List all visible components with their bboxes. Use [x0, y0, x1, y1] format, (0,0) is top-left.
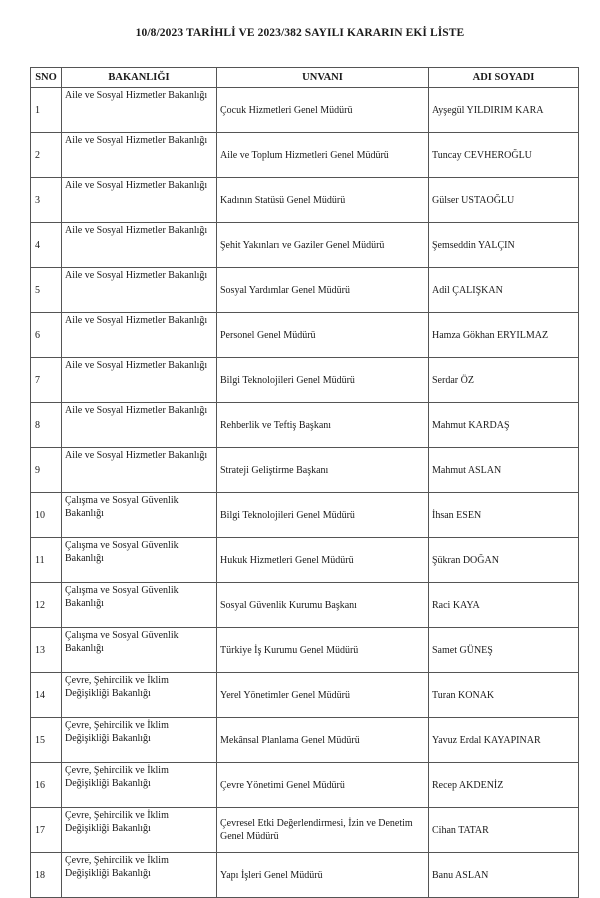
cell-bakanlik: Aile ve Sosyal Hizmetler Bakanlığı — [62, 448, 217, 493]
cell-adi-soyadi: Ayşegül YILDIRIM KARA — [429, 88, 579, 133]
cell-adi-soyadi: Raci KAYA — [429, 583, 579, 628]
cell-unvan: Rehberlik ve Teftiş Başkanı — [217, 403, 429, 448]
header-adi-soyadi: ADI SOYADI — [429, 68, 579, 88]
cell-unvan: Yerel Yönetimler Genel Müdürü — [217, 673, 429, 718]
cell-unvan: Strateji Geliştirme Başkanı — [217, 448, 429, 493]
table-row — [31, 763, 579, 808]
cell-bakanlik: Çalışma ve Sosyal Güvenlik Bakanlığı — [62, 583, 217, 628]
cell-unvan: Şehit Yakınları ve Gaziler Genel Müdürü — [217, 223, 429, 268]
cell-unvan: Aile ve Toplum Hizmetleri Genel Müdürü — [217, 133, 429, 178]
table-row — [31, 808, 579, 853]
cell-bakanlik: Çevre, Şehircilik ve İklim Değişikliği Bakanlığı — [62, 718, 217, 763]
cell-sno: 8 — [31, 403, 62, 448]
table-row — [31, 403, 579, 448]
cell-sno: 6 — [31, 313, 62, 358]
cell-sno: 4 — [31, 223, 62, 268]
cell-bakanlik: Çevre, Şehircilik ve İklim Değişikliği Bakanlığı — [62, 853, 217, 898]
cell-adi-soyadi: Şükran DOĞAN — [429, 538, 579, 583]
cell-bakanlik: Aile ve Sosyal Hizmetler Bakanlığı — [62, 178, 217, 223]
cell-unvan: Bilgi Teknolojileri Genel Müdürü — [217, 493, 429, 538]
cell-sno: 17 — [31, 808, 62, 853]
header-sno: SNO — [31, 68, 62, 88]
cell-adi-soyadi: Samet GÜNEŞ — [429, 628, 579, 673]
table-row — [31, 718, 579, 763]
cell-adi-soyadi: Cihan TATAR — [429, 808, 579, 853]
cell-adi-soyadi: Şemseddin YALÇIN — [429, 223, 579, 268]
cell-bakanlik: Aile ve Sosyal Hizmetler Bakanlığı — [62, 223, 217, 268]
header-unvan: UNVANI — [217, 68, 429, 88]
cell-adi-soyadi: Recep AKDENİZ — [429, 763, 579, 808]
cell-bakanlik: Aile ve Sosyal Hizmetler Bakanlığı — [62, 313, 217, 358]
cell-bakanlik: Çevre, Şehircilik ve İklim Değişikliği Bakanlığı — [62, 673, 217, 718]
table-row — [31, 223, 579, 268]
cell-unvan: Çevre Yönetimi Genel Müdürü — [217, 763, 429, 808]
cell-adi-soyadi: Turan KONAK — [429, 673, 579, 718]
cell-sno: 3 — [31, 178, 62, 223]
cell-bakanlik: Çevre, Şehircilik ve İklim Değişikliği Bakanlığı — [62, 763, 217, 808]
cell-unvan: Kadının Statüsü Genel Müdürü — [217, 178, 429, 223]
cell-unvan: Yapı İşleri Genel Müdürü — [217, 853, 429, 898]
table-row — [31, 583, 579, 628]
table-row — [31, 628, 579, 673]
cell-bakanlik: Aile ve Sosyal Hizmetler Bakanlığı — [62, 358, 217, 403]
table-row — [31, 673, 579, 718]
table-row — [31, 358, 579, 403]
cell-unvan: Çevresel Etki Değerlendirmesi, İzin ve Denetim Genel Müdürü — [217, 808, 429, 853]
cell-adi-soyadi: Gülser USTAOĞLU — [429, 178, 579, 223]
cell-sno: 14 — [31, 673, 62, 718]
cell-bakanlik: Aile ve Sosyal Hizmetler Bakanlığı — [62, 268, 217, 313]
cell-sno: 16 — [31, 763, 62, 808]
cell-bakanlik: Çevre, Şehircilik ve İklim Değişikliği Bakanlığı — [62, 808, 217, 853]
table-row — [31, 133, 579, 178]
cell-unvan: Personel Genel Müdürü — [217, 313, 429, 358]
cell-sno: 12 — [31, 583, 62, 628]
table-row — [31, 448, 579, 493]
document-title: 10/8/2023 TARİHLİ VE 2023/382 SAYILI KARARIN EKİ LİSTE — [135, 27, 465, 39]
table-row — [31, 88, 579, 133]
cell-sno: 2 — [31, 133, 62, 178]
cell-unvan: Hukuk Hizmetleri Genel Müdürü — [217, 538, 429, 583]
cell-bakanlik: Aile ve Sosyal Hizmetler Bakanlığı — [62, 133, 217, 178]
cell-sno: 18 — [31, 853, 62, 898]
table-row — [31, 493, 579, 538]
appointment-list-table — [30, 67, 579, 898]
cell-unvan: Bilgi Teknolojileri Genel Müdürü — [217, 358, 429, 403]
header-row — [31, 68, 579, 88]
cell-unvan: Sosyal Yardımlar Genel Müdürü — [217, 268, 429, 313]
cell-sno: 9 — [31, 448, 62, 493]
cell-adi-soyadi: Tuncay CEVHEROĞLU — [429, 133, 579, 178]
cell-adi-soyadi: Adil ÇALIŞKAN — [429, 268, 579, 313]
table-row — [31, 853, 579, 898]
cell-adi-soyadi: Mahmut ASLAN — [429, 448, 579, 493]
cell-sno: 10 — [31, 493, 62, 538]
cell-sno: 11 — [31, 538, 62, 583]
cell-adi-soyadi: Yavuz Erdal KAYAPINAR — [429, 718, 579, 763]
cell-adi-soyadi: Banu ASLAN — [429, 853, 579, 898]
cell-sno: 1 — [31, 88, 62, 133]
table-row — [31, 538, 579, 583]
cell-adi-soyadi: Mahmut KARDAŞ — [429, 403, 579, 448]
cell-unvan: Çocuk Hizmetleri Genel Müdürü — [217, 88, 429, 133]
cell-bakanlik: Çalışma ve Sosyal Güvenlik Bakanlığı — [62, 538, 217, 583]
cell-unvan: Sosyal Güvenlik Kurumu Başkanı — [217, 583, 429, 628]
cell-sno: 15 — [31, 718, 62, 763]
table-row — [31, 268, 579, 313]
cell-unvan: Türkiye İş Kurumu Genel Müdürü — [217, 628, 429, 673]
cell-bakanlik: Çalışma ve Sosyal Güvenlik Bakanlığı — [62, 628, 217, 673]
header-bakanlik: BAKANLIĞI — [62, 68, 217, 88]
cell-sno: 5 — [31, 268, 62, 313]
cell-sno: 13 — [31, 628, 62, 673]
cell-bakanlik: Aile ve Sosyal Hizmetler Bakanlığı — [62, 88, 217, 133]
cell-bakanlik: Aile ve Sosyal Hizmetler Bakanlığı — [62, 403, 217, 448]
table-body — [31, 88, 579, 898]
table-row — [31, 178, 579, 223]
cell-adi-soyadi: İhsan ESEN — [429, 493, 579, 538]
table-row — [31, 313, 579, 358]
cell-bakanlik: Çalışma ve Sosyal Güvenlik Bakanlığı — [62, 493, 217, 538]
cell-adi-soyadi: Hamza Gökhan ERYILMAZ — [429, 313, 579, 358]
cell-adi-soyadi: Serdar ÖZ — [429, 358, 579, 403]
cell-sno: 7 — [31, 358, 62, 403]
cell-unvan: Mekânsal Planlama Genel Müdürü — [217, 718, 429, 763]
